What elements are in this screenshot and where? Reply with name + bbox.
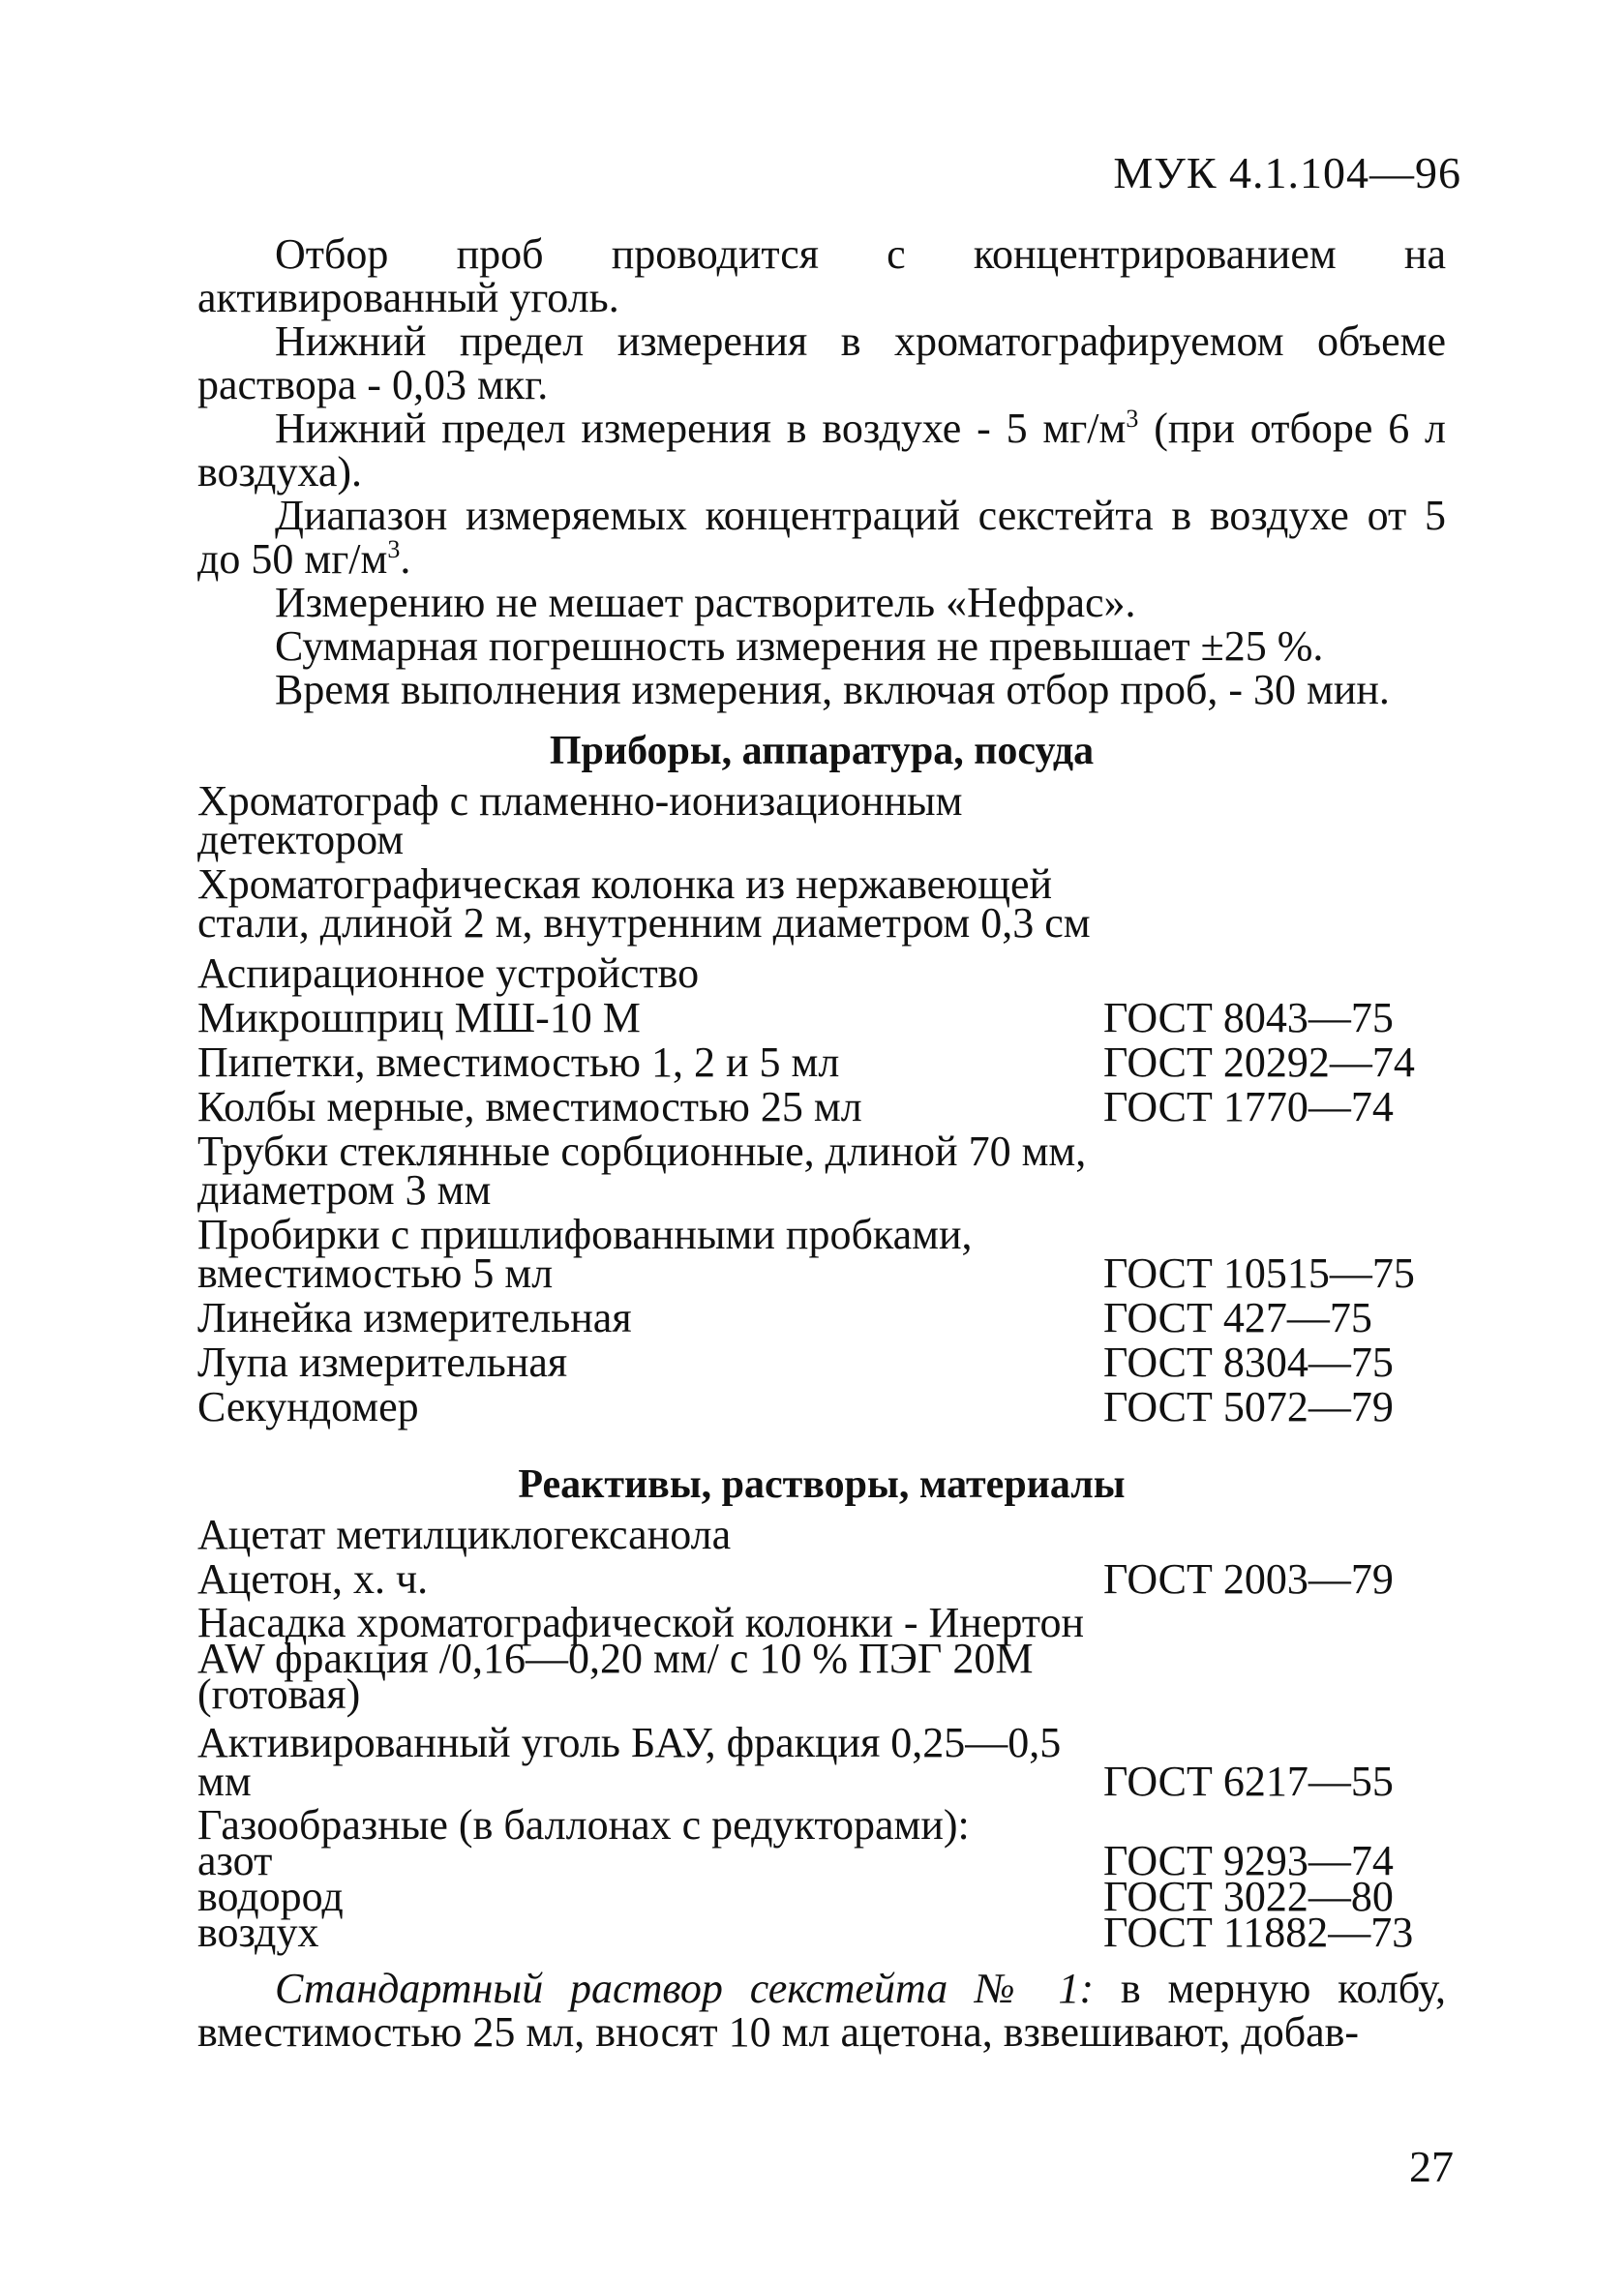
list-item: Ацетон, х. ч. ГОСТ 2003—79 — [197, 1555, 1394, 1603]
list-item: Пробирки с пришлифованными пробками, вместимостью 5 мл ГОСТ 10515—75 — [197, 1211, 1415, 1297]
page-number: 27 — [1409, 2142, 1454, 2191]
list-item: Пипетки, вместимостью 1, 2 и 5 мл ГОСТ 20292—74 — [197, 1038, 1415, 1086]
list-item: Хроматографическая колонка из нержавеющей стали, длиной 2 м, внутренним диаметром 0,3 см — [197, 860, 1091, 947]
intro-paragraph: Нижний предел измерения в воздухе - 5 $мг/м^3$ (при отборе 6 л воздуха). — [197, 405, 1446, 496]
list-item: воздух ГОСТ 11882—73 — [197, 1909, 1414, 1956]
equipment-list — [197, 777, 1465, 1432]
list-item: Секундомер ГОСТ 5072—79 — [197, 1383, 1394, 1430]
reagents-list — [197, 1511, 1465, 1956]
list-item: Ацетат метилциклогексанола — [197, 1511, 732, 1558]
list-item: Линейка измерительная ГОСТ 427—75 — [197, 1294, 1372, 1341]
standard-solution-paragraph — [197, 1967, 1446, 2054]
intro-paragraph: Отбор проб проводится с концентрированием на активированный уголь. — [197, 230, 1446, 321]
list-item: Лупа измерительная ГОСТ 8304—75 — [197, 1339, 1394, 1386]
italic-lead: Стандартный раствор секстейта № 1: — [275, 1965, 1095, 2012]
intro-paragraph: Время выполнения измерения, включая отбор проб, - 30 мин. — [275, 666, 1390, 713]
list-item: Микрошприц МШ-10 М ГОСТ 8043—75 — [197, 994, 1394, 1041]
intro-paragraph: Диапазон измеряемых концентраций секстейта в воздухе от 5 до 50 $мг/м^3$. — [197, 492, 1446, 583]
section-title-equipment: Приборы, аппаратура, посуда — [549, 729, 1095, 773]
list-item: водород ГОСТ 3022—80 — [197, 1873, 1394, 1920]
list-item: Колбы мерные, вместимостью 25 мл ГОСТ 1770—74 — [197, 1083, 1394, 1130]
paragraph-text: в мерную колбу, вместимостью 25 мл, вносят 10 мл ацетона, взвешивают, добав- — [197, 1965, 1446, 2056]
list-item: Хроматограф с пламенно-ионизационным детектором — [197, 777, 963, 863]
list-item: Газообразные (в баллонах с редукторами): — [197, 1801, 970, 1849]
closing-paragraph — [197, 1967, 1446, 2054]
intro-paragraph: Измерению не мешает растворитель «Нефрас». — [275, 579, 1136, 626]
superscript: 3 — [1126, 405, 1139, 433]
list-item: Насадка хроматографической колонки - Инертон AW фракция /0,16—0,20 мм/ с 10 % ПЭГ 20М (готовая) — [197, 1599, 1084, 1718]
list-item: азот ГОСТ 9293—74 — [197, 1837, 1394, 1884]
list-item: Трубки стеклянные сорбционные, длиной 70 мм, диаметром 3 мм — [197, 1128, 1087, 1214]
intro-paragraph: Нижний предел измерения в хроматографируемом объеме раствора - 0,03 мкг. — [197, 317, 1446, 408]
list-item: Активированный уголь БАУ, фракция 0,25—0,5 мм ГОСТ 6217—55 — [197, 1719, 1394, 1805]
section-title-reagents: Реактивы, растворы, материалы — [518, 1462, 1126, 1507]
superscript: 3 — [387, 535, 401, 563]
intro-paragraph: Суммарная погрешность измерения не превышает ±25 %. — [275, 622, 1324, 670]
document-code: МУК 4.1.104—96 — [1113, 148, 1461, 197]
list-item: Аспирационное устройство — [197, 949, 700, 997]
intro-paragraphs — [197, 232, 1446, 711]
